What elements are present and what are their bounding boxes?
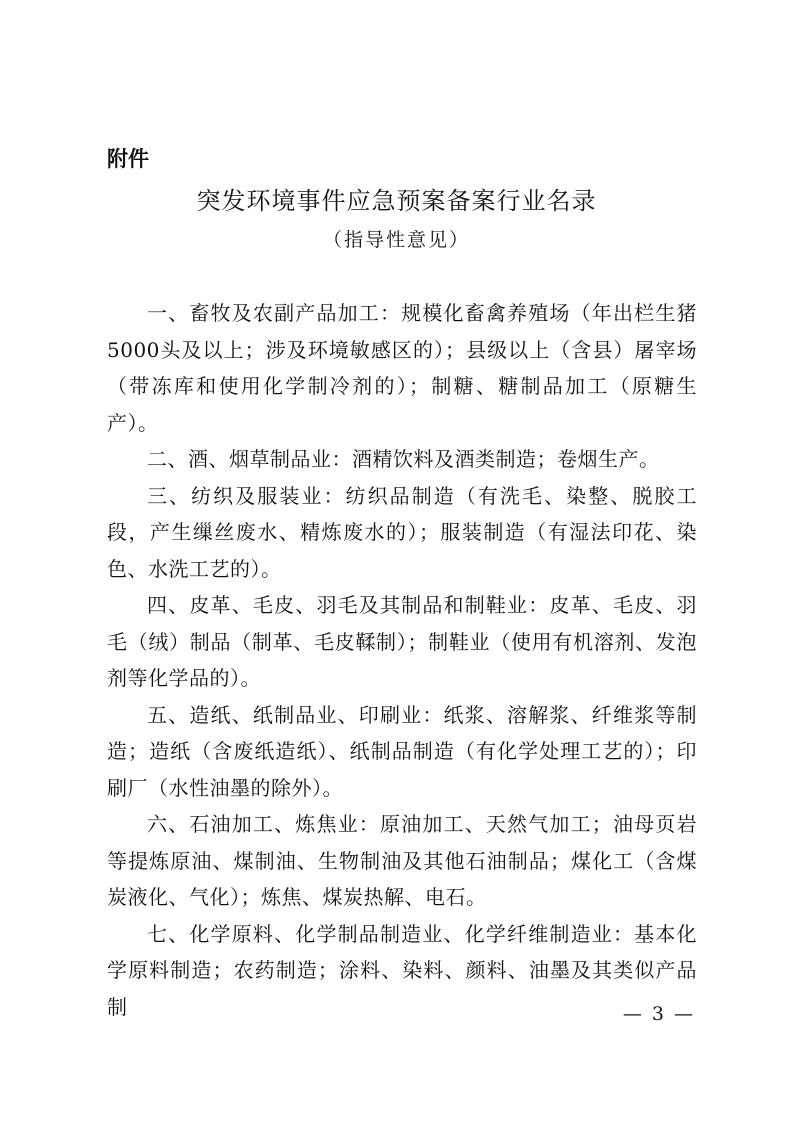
document-subtitle: （指导性意见）: [322, 229, 470, 251]
paragraph-textile: 三、纺织及服装业：纺织品制造（有洗毛、染整、脱胶工段，产生缫丝废水、精炼废水的）；服装制造（有湿法印花、染色、水洗工艺的）。: [107, 483, 697, 581]
paragraph-petroleum: 六、石油加工、炼焦业：原油加工、天然气加工；油母页岩等提炼原油、煤制油、生物制油及其他石油制品；煤化工（含煤炭液化、气化）；炼焦、煤炭热解、电石。: [107, 812, 697, 909]
page-number: — 3 —: [622, 1003, 695, 1025]
paragraph-alcohol-tobacco: 二、酒、烟草制品业：酒精饮料及酒类制造；卷烟生产。: [147, 447, 660, 471]
paragraph-leather: 四、皮革、毛皮、羽毛及其制品和制鞋业：皮革、毛皮、羽毛（绒）制品（制革、毛皮鞣制）；制鞋业（使用有机溶剂、发泡剂等化学品的）。: [107, 593, 697, 690]
paragraph-livestock: 一、畜牧及农副产品加工：规模化畜禽养殖场（年出栏生猪5000头及以上；涉及环境敏感区的）；县级以上（含县）屠宰场（带冻库和使用化学制冷剂的）；制糖、糖制品加工（原糖生产）。: [107, 301, 697, 435]
document-body: [107, 295, 697, 1025]
document-title: 突发环境事件应急预案备案行业名录: [196, 187, 597, 215]
attachment-label: 附件: [107, 147, 149, 171]
paragraph-paper-printing: 五、造纸、纸制品业、印刷业：纸浆、溶解浆、纤维浆等制造；造纸（含废纸造纸）、纸制品制造（有化学处理工艺的）；印刷厂（水性油墨的除外）。: [107, 702, 697, 800]
paragraph-chemical: 七、化学原料、化学制品制造业、化学纤维制造业：基本化学原料制造；农药制造；涂料、染料、颜料、油墨及其类似产品制: [107, 921, 697, 1019]
